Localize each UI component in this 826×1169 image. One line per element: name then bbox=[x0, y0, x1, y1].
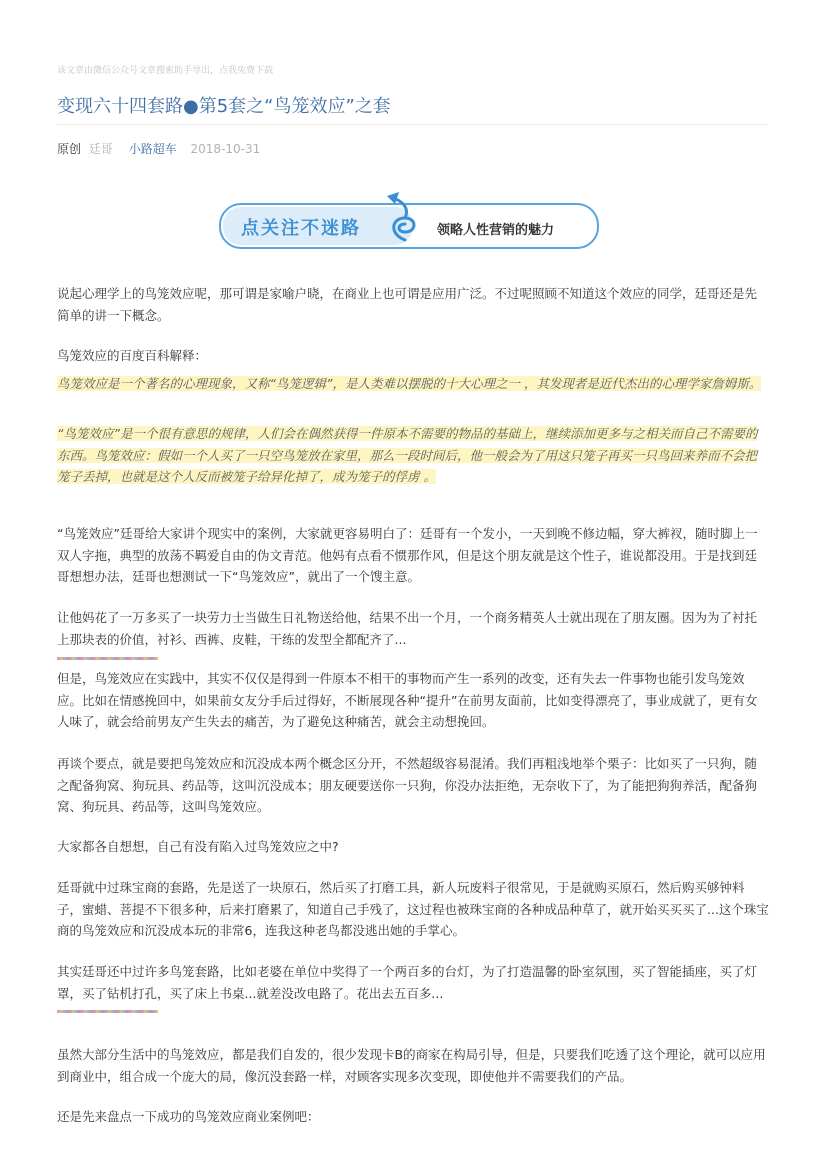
decorative-divider bbox=[57, 1010, 158, 1013]
paragraph-loss: 但是，鸟笼效应在实践中，其实不仅仅是得到一件原本不相干的事物而产生一系列的改变，还有失去一件事物也能引发鸟笼效应。比如在情感挽回中，如果前女友分手后过得好，不断展现各种“提升”在前男友面前，比如变得漂亮了，事业成就了，更有女人味了，就会给前男友产生失去的痛苦，为了避免这种痛苦，就会主动想挽回。 bbox=[57, 671, 758, 729]
paragraph-rolex: 让他妈花了一万多买了一块劳力士当做生日礼物送给他，结果不出一个月，一个商务精英人士就出现在了朋友圈。因为为了衬托上那块表的价值，衬衫、西裤、皮鞋，干练的发型全都配齐了... bbox=[57, 610, 758, 647]
account-link[interactable]: 小路超车 bbox=[128, 142, 177, 156]
paragraph-cases-intro: 还是先来盘点一下成功的鸟笼效应商业案例吧： bbox=[57, 1109, 320, 1124]
banner-main-text: 点关注不迷路 bbox=[241, 218, 361, 239]
publish-date: 2018-10-31 bbox=[190, 142, 261, 156]
quote-definition bbox=[57, 373, 769, 395]
paragraph-baike-label: 鸟笼效应的百度百科解释： bbox=[57, 348, 208, 363]
paragraph-sunk-cost: 再谈个要点，就是要把鸟笼效应和沉没成本两个概念区分开，不然超级容易混淆。我们再粗浅地举个栗子：比如买了一只狗，随之配备狗窝、狗玩具、药品等，这叫沉没成本；朋友硬要送你一只狗，你没办法拒绝，无奈收下了，为了能把狗狗养活，配备狗窝、狗玩具、药品等，这叫鸟笼效应。 bbox=[57, 756, 758, 814]
paragraph-intro: 说起心理学上的鸟笼效应呢，那可谓是家喻户晓，在商业上也可谓是应用广泛。不过呢照顾不知道这个效应的同学，廷哥还是先简单的讲一下概念。 bbox=[57, 286, 758, 323]
original-label: 原创 bbox=[57, 142, 82, 156]
decorative-divider bbox=[57, 657, 158, 660]
paragraph-case-friend: “鸟笼效应”廷哥给大家讲个现实中的案例，大家就更容易明白了：廷哥有一个发小，一天到晚不修边幅，穿大裤衩，随时脚上一双人字拖，典型的放荡不羁爱自由的伪文青范。他妈有点看不惯那作风，但是这个朋友就是这个性子，谁说都没用。于是找到廷哥想想办法，廷哥也想测试一下“鸟笼效应”，就出了一个馊主意。 bbox=[57, 526, 758, 584]
paragraph-business: 虽然大部分生活中的鸟笼效应，都是我们自发的，很少发现卡B的商家在构局引导，但是，只要我们吃透了这个理论，就可以应用到商业中，组合成一个庞大的局，像沉没套路一样，对顾客实现多次变现，即使他并不需要我们的产品。 bbox=[57, 1047, 766, 1084]
article-meta bbox=[57, 140, 260, 157]
title-divider bbox=[57, 124, 769, 125]
quote-explanation-text: “鸟笼效应”是一个很有意思的规律，人们会在偶然获得一件原本不需要的物品的基础上，继续添加更多与之相关而自己不需要的东西。鸟笼效应：假如一个人买了一只空鸟笼放在家里，那么一段时间后，他一般会为了用这只笼子再买一只鸟回来养而不会把笼子丢掉，也就是这个人反而被笼子给异化掉了，成为笼子的俘虏 。 bbox=[57, 426, 758, 484]
quote-definition-text: 鸟笼效应是一个著名的心理现象，又称“鸟笼逻辑”，是人类难以摆脱的十大心理之一 ，其发现者是近代杰出的心理学家詹姆斯。 bbox=[57, 376, 762, 391]
paragraph-question: 大家都各自想想，自己有没有陷入过鸟笼效应之中? bbox=[57, 839, 339, 854]
export-note-link[interactable]: 该文章由微信公众号文章搜索助手导出，点我免费下载 bbox=[57, 66, 274, 76]
banner-sub-text: 领略人性营销的魅力 bbox=[437, 223, 555, 238]
author-name: 廷哥 bbox=[88, 142, 113, 156]
article-title: 变现六十四套路●第5套之“鸟笼效应”之套 bbox=[57, 96, 391, 117]
follow-banner bbox=[219, 188, 603, 252]
paragraph-jewelry: 廷哥就中过珠宝商的套路，先是送了一块原石，然后买了打磨工具，新人玩废料子很常见，于是就购买原石，然后购买够钟料子，蜜蜡、菩提不下很多种，后来打磨累了，知道自己手残了，这过程也被珠宝商的各种成品种草了，就开始买买买了...这个珠宝商的鸟笼效应和沉没成本玩的非常6，连我这种老鸟都没逃出她的手掌心。 bbox=[57, 880, 769, 938]
paragraph-lamp: 其实廷哥还中过许多鸟笼套路，比如老婆在单位中奖得了一个两百多的台灯，为了打造温馨的卧室氛围，买了智能插座，买了灯罩，买了钻机打孔，买了床上书桌...就差没改电路了。花出去五百多... bbox=[57, 964, 758, 1001]
quote-explanation bbox=[57, 423, 769, 488]
swirl-arrow-icon bbox=[383, 188, 423, 246]
